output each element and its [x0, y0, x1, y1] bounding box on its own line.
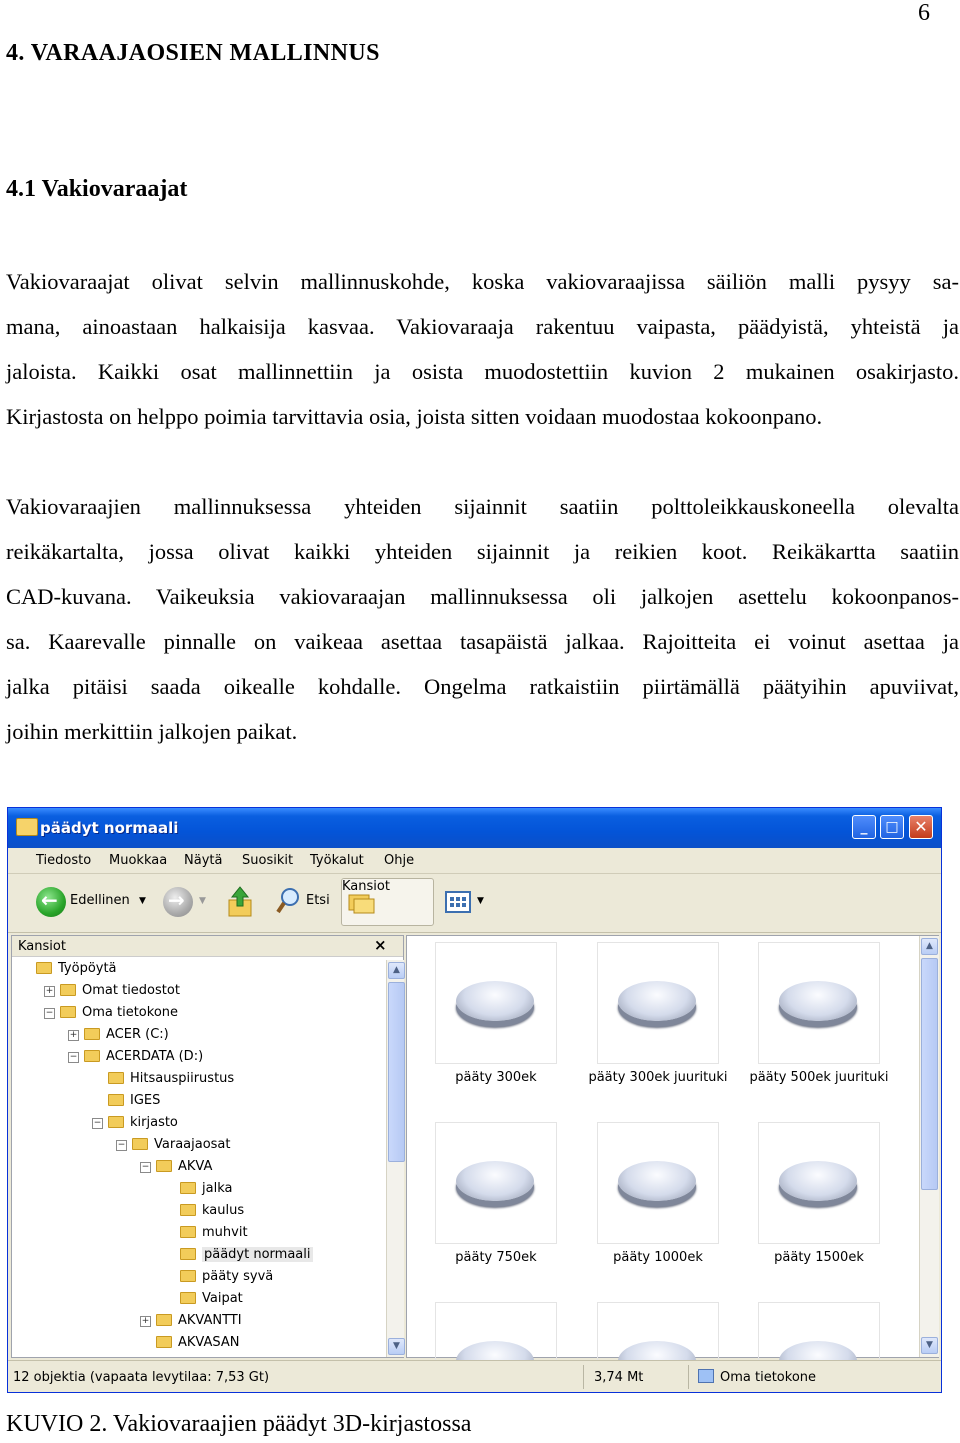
end-cap-thumbnail — [456, 981, 534, 1021]
file-name: pääty 750ek — [455, 1250, 537, 1265]
up-folder-icon — [226, 884, 254, 920]
tree-item[interactable] — [12, 1026, 382, 1046]
tree-item-label: Vaipat — [202, 1291, 243, 1306]
forward-button[interactable] — [163, 884, 211, 920]
tree-item-label: Omat tiedostot — [82, 983, 180, 998]
figure-caption: KUVIO 2. Vakiovaraajien päädyt 3D-kirjastossa — [6, 1411, 472, 1437]
folder-icon — [16, 818, 38, 836]
folder-icon — [108, 1072, 124, 1084]
tree-item[interactable] — [12, 1268, 382, 1288]
tree-item[interactable] — [12, 1290, 382, 1310]
menu-edit[interactable]: Muokkaa — [109, 853, 168, 868]
collapse-icon[interactable]: − — [141, 1162, 150, 1172]
file-name: pääty 500ek juurituki — [749, 1070, 889, 1085]
back-arrow-icon — [36, 887, 66, 917]
tree-item-label: muhvit — [202, 1225, 248, 1240]
folder-icon — [108, 1094, 124, 1106]
thumbnail-frame — [597, 942, 719, 1064]
folder-icon — [180, 1182, 196, 1194]
close-pane-icon[interactable]: × — [374, 936, 387, 954]
status-objects: 12 objektia (vapaata levytilaa: 7,53 Gt) — [13, 1370, 270, 1385]
folders-icon — [347, 889, 375, 915]
window-title: päädyt normaali — [40, 819, 179, 837]
tree-item[interactable] — [12, 1246, 382, 1266]
thumbnail-frame — [758, 1122, 880, 1244]
menu-file[interactable]: Tiedosto — [36, 853, 92, 868]
file-item[interactable] — [758, 1122, 880, 1277]
status-location: Oma tietokone — [720, 1370, 817, 1385]
tree-item[interactable] — [12, 1136, 382, 1156]
thumbnail-frame — [435, 1122, 557, 1244]
dropdown-arrow-icon[interactable]: ▼ — [199, 896, 206, 906]
folders-pane-title: Kansiot — [18, 939, 66, 954]
scroll-down-icon[interactable]: ▼ — [388, 1338, 405, 1355]
tree-item-label: ACERDATA (D:) — [106, 1049, 204, 1064]
tree-item-label: Työpöytä — [58, 961, 117, 976]
tree-item-label: kaulus — [202, 1203, 245, 1218]
paragraph-line: sa. Kaarevalle pinnalle on vaikeaa asettaa tasapäistä jalkaa. Rajoitteita ei voinut asettaa ja — [6, 629, 959, 654]
back-label: Edellinen — [70, 893, 130, 908]
expand-icon[interactable]: + — [45, 986, 54, 996]
tree-item-label: kirjasto — [130, 1115, 178, 1130]
paragraph-1 — [6, 259, 959, 439]
file-item[interactable] — [588, 942, 728, 1097]
file-name: pääty 1500ek — [774, 1250, 864, 1265]
scroll-up-icon[interactable]: ▲ — [388, 962, 405, 979]
collapse-icon[interactable]: − — [69, 1052, 78, 1062]
computer-icon — [698, 1369, 714, 1383]
search-label: Etsi — [306, 893, 330, 908]
files-scrollbar[interactable] — [919, 936, 939, 1357]
collapse-icon[interactable]: − — [117, 1140, 126, 1150]
folder-icon — [156, 1336, 172, 1348]
tree-item[interactable] — [12, 1180, 382, 1200]
menu-help[interactable]: Ohje — [384, 853, 415, 868]
minimize-button[interactable]: _ — [852, 815, 876, 839]
scroll-up-icon[interactable]: ▲ — [921, 938, 938, 955]
folder-icon — [156, 1160, 172, 1172]
status-bar — [8, 1360, 941, 1393]
status-separator — [688, 1365, 689, 1389]
views-button[interactable] — [445, 884, 493, 920]
tree-item[interactable] — [12, 1312, 382, 1332]
scroll-down-icon[interactable]: ▼ — [921, 1337, 938, 1354]
menu-favorites[interactable]: Suosikit — [242, 853, 294, 868]
end-cap-thumbnail — [618, 1161, 696, 1201]
folder-icon — [108, 1116, 124, 1128]
tree-item-label: AKVASAN — [178, 1335, 240, 1350]
section-heading: 4.1 Vakiovaraajat — [6, 176, 188, 202]
scroll-thumb[interactable] — [921, 958, 938, 1190]
folders-pane-header — [12, 936, 403, 957]
folder-tree-pane — [11, 935, 404, 1358]
tree-item[interactable] — [12, 1158, 382, 1178]
tree-item-label: pääty syvä — [202, 1269, 274, 1284]
end-cap-thumbnail — [779, 1161, 857, 1201]
folder-icon — [180, 1204, 196, 1216]
collapse-icon[interactable]: − — [45, 1008, 54, 1018]
tree-item-label: jalka — [202, 1181, 233, 1196]
forward-arrow-icon — [163, 887, 193, 917]
tree-scrollbar[interactable] — [386, 960, 404, 1357]
collapse-icon[interactable]: − — [93, 1118, 102, 1128]
thumbnail-frame — [597, 1122, 719, 1244]
tree-item-label: Oma tietokone — [82, 1005, 179, 1020]
file-name: pääty 300ek juurituki — [588, 1070, 728, 1085]
tree-item-label: ACER (C:) — [106, 1027, 169, 1042]
expand-icon[interactable]: + — [69, 1030, 78, 1040]
title-bar[interactable] — [8, 808, 941, 848]
folder-icon — [60, 1006, 76, 1018]
tree-item[interactable] — [12, 1070, 382, 1090]
tree-item[interactable] — [12, 1334, 382, 1354]
tree-item[interactable] — [12, 982, 382, 1002]
paragraph-line: Kirjastosta on helppo poimia tarvittavia osia, joista sitten voidaan muodostaa kokoonpano. — [6, 404, 823, 429]
folders-button[interactable] — [341, 878, 434, 926]
back-button[interactable] — [36, 884, 156, 920]
file-view-pane — [406, 935, 939, 1358]
status-size: 3,74 Mt — [594, 1370, 644, 1385]
explorer-window — [7, 807, 942, 1393]
paragraph-line: Vakiovaraajat olivat selvin mallinnuskohde, koska vakiovaraajissa säiliön malli pysyy sa- — [6, 269, 959, 294]
file-name: pääty 1000ek — [613, 1250, 703, 1265]
expand-icon[interactable]: + — [141, 1316, 150, 1326]
tree-item-label: AKVA — [178, 1159, 213, 1174]
folder-icon — [60, 984, 76, 996]
dropdown-arrow-icon[interactable]: ▼ — [477, 896, 484, 906]
page-number: 6 — [918, 0, 930, 26]
tree-item[interactable] — [12, 960, 382, 980]
tree-item-label: AKVANTTI — [178, 1313, 242, 1328]
toolbar — [8, 874, 941, 933]
paragraph-line: reikäkartalta, jossa olivat kaikki yhteiden sijainnit ja reikien koot. Reikäkartta saatiin — [6, 539, 959, 564]
tree-item[interactable] — [12, 1004, 382, 1024]
paragraph-line: CAD-kuvana. Vaikeuksia vakiovaraajan mallinnuksessa oli jalkojen asettelu kokoonpanos- — [6, 584, 959, 609]
file-item[interactable] — [749, 942, 889, 1097]
menu-tools[interactable]: Työkalut — [310, 853, 364, 868]
file-name: pääty 300ek — [455, 1070, 537, 1085]
tree-item[interactable] — [12, 1092, 382, 1112]
folder-icon — [36, 962, 52, 974]
tree-item-label: IGES — [130, 1093, 161, 1108]
tree-item-label: Hitsauspiirustus — [130, 1071, 235, 1086]
folders-label: Kansiot — [342, 879, 390, 894]
search-button[interactable] — [276, 884, 336, 920]
paragraph-line: Vakiovaraajien mallinnuksessa yhteiden sijainnit saatiin polttoleikkauskoneella olevalta — [6, 494, 959, 519]
tree-item[interactable] — [12, 1224, 382, 1244]
tree-item[interactable] — [12, 1202, 382, 1222]
paragraph-line: jalka pitäisi saada oikealle kohdalle. Ongelma ratkaistiin piirtämällä päätyihin apuviivat, — [6, 674, 959, 699]
search-icon — [276, 886, 302, 916]
menu-bar — [8, 848, 941, 874]
end-cap-thumbnail — [456, 1161, 534, 1201]
close-button[interactable]: ✕ — [909, 815, 933, 839]
status-separator — [583, 1365, 584, 1389]
folder-icon — [180, 1248, 196, 1260]
paragraph-2 — [6, 484, 959, 754]
scroll-thumb[interactable] — [388, 982, 405, 1162]
tree-item[interactable] — [12, 1048, 382, 1068]
file-item[interactable] — [597, 1122, 719, 1277]
folder-icon — [180, 1270, 196, 1282]
end-cap-thumbnail — [618, 981, 696, 1021]
menu-view[interactable]: Näytä — [184, 853, 223, 868]
end-cap-thumbnail — [779, 981, 857, 1021]
paragraph-line: joihin merkittiin jalkojen paikat. — [6, 719, 298, 744]
dropdown-arrow-icon[interactable]: ▼ — [139, 896, 146, 906]
folder-icon — [180, 1292, 196, 1304]
maximize-button[interactable]: □ — [880, 815, 904, 839]
file-item[interactable] — [435, 942, 557, 1097]
folder-icon — [180, 1226, 196, 1238]
thumbnail-frame — [435, 942, 557, 1064]
folder-icon — [84, 1028, 100, 1040]
paragraph-line: jaloista. Kaikki osat mallinnettiin ja osista muodostettiin kuvion 2 mukainen osakirjasto. — [6, 359, 959, 384]
folder-icon — [132, 1138, 148, 1150]
chapter-heading: 4. VARAAJAOSIEN MALLINNUS — [6, 40, 380, 66]
tree-item-label: Varaajaosat — [154, 1137, 231, 1152]
folder-icon — [84, 1050, 100, 1062]
views-icon — [445, 890, 475, 914]
tree-item-label: päädyt normaali — [204, 1247, 311, 1262]
folder-icon — [156, 1314, 172, 1326]
tree-item[interactable] — [12, 1114, 382, 1134]
file-item[interactable] — [435, 1122, 557, 1277]
thumbnail-frame — [758, 942, 880, 1064]
paragraph-line: mana, ainoastaan halkaisija kasvaa. Vakiovaraaja rakentuu vaipasta, päädyistä, yhteistä ja — [6, 314, 959, 339]
up-folder-button[interactable] — [226, 884, 254, 920]
